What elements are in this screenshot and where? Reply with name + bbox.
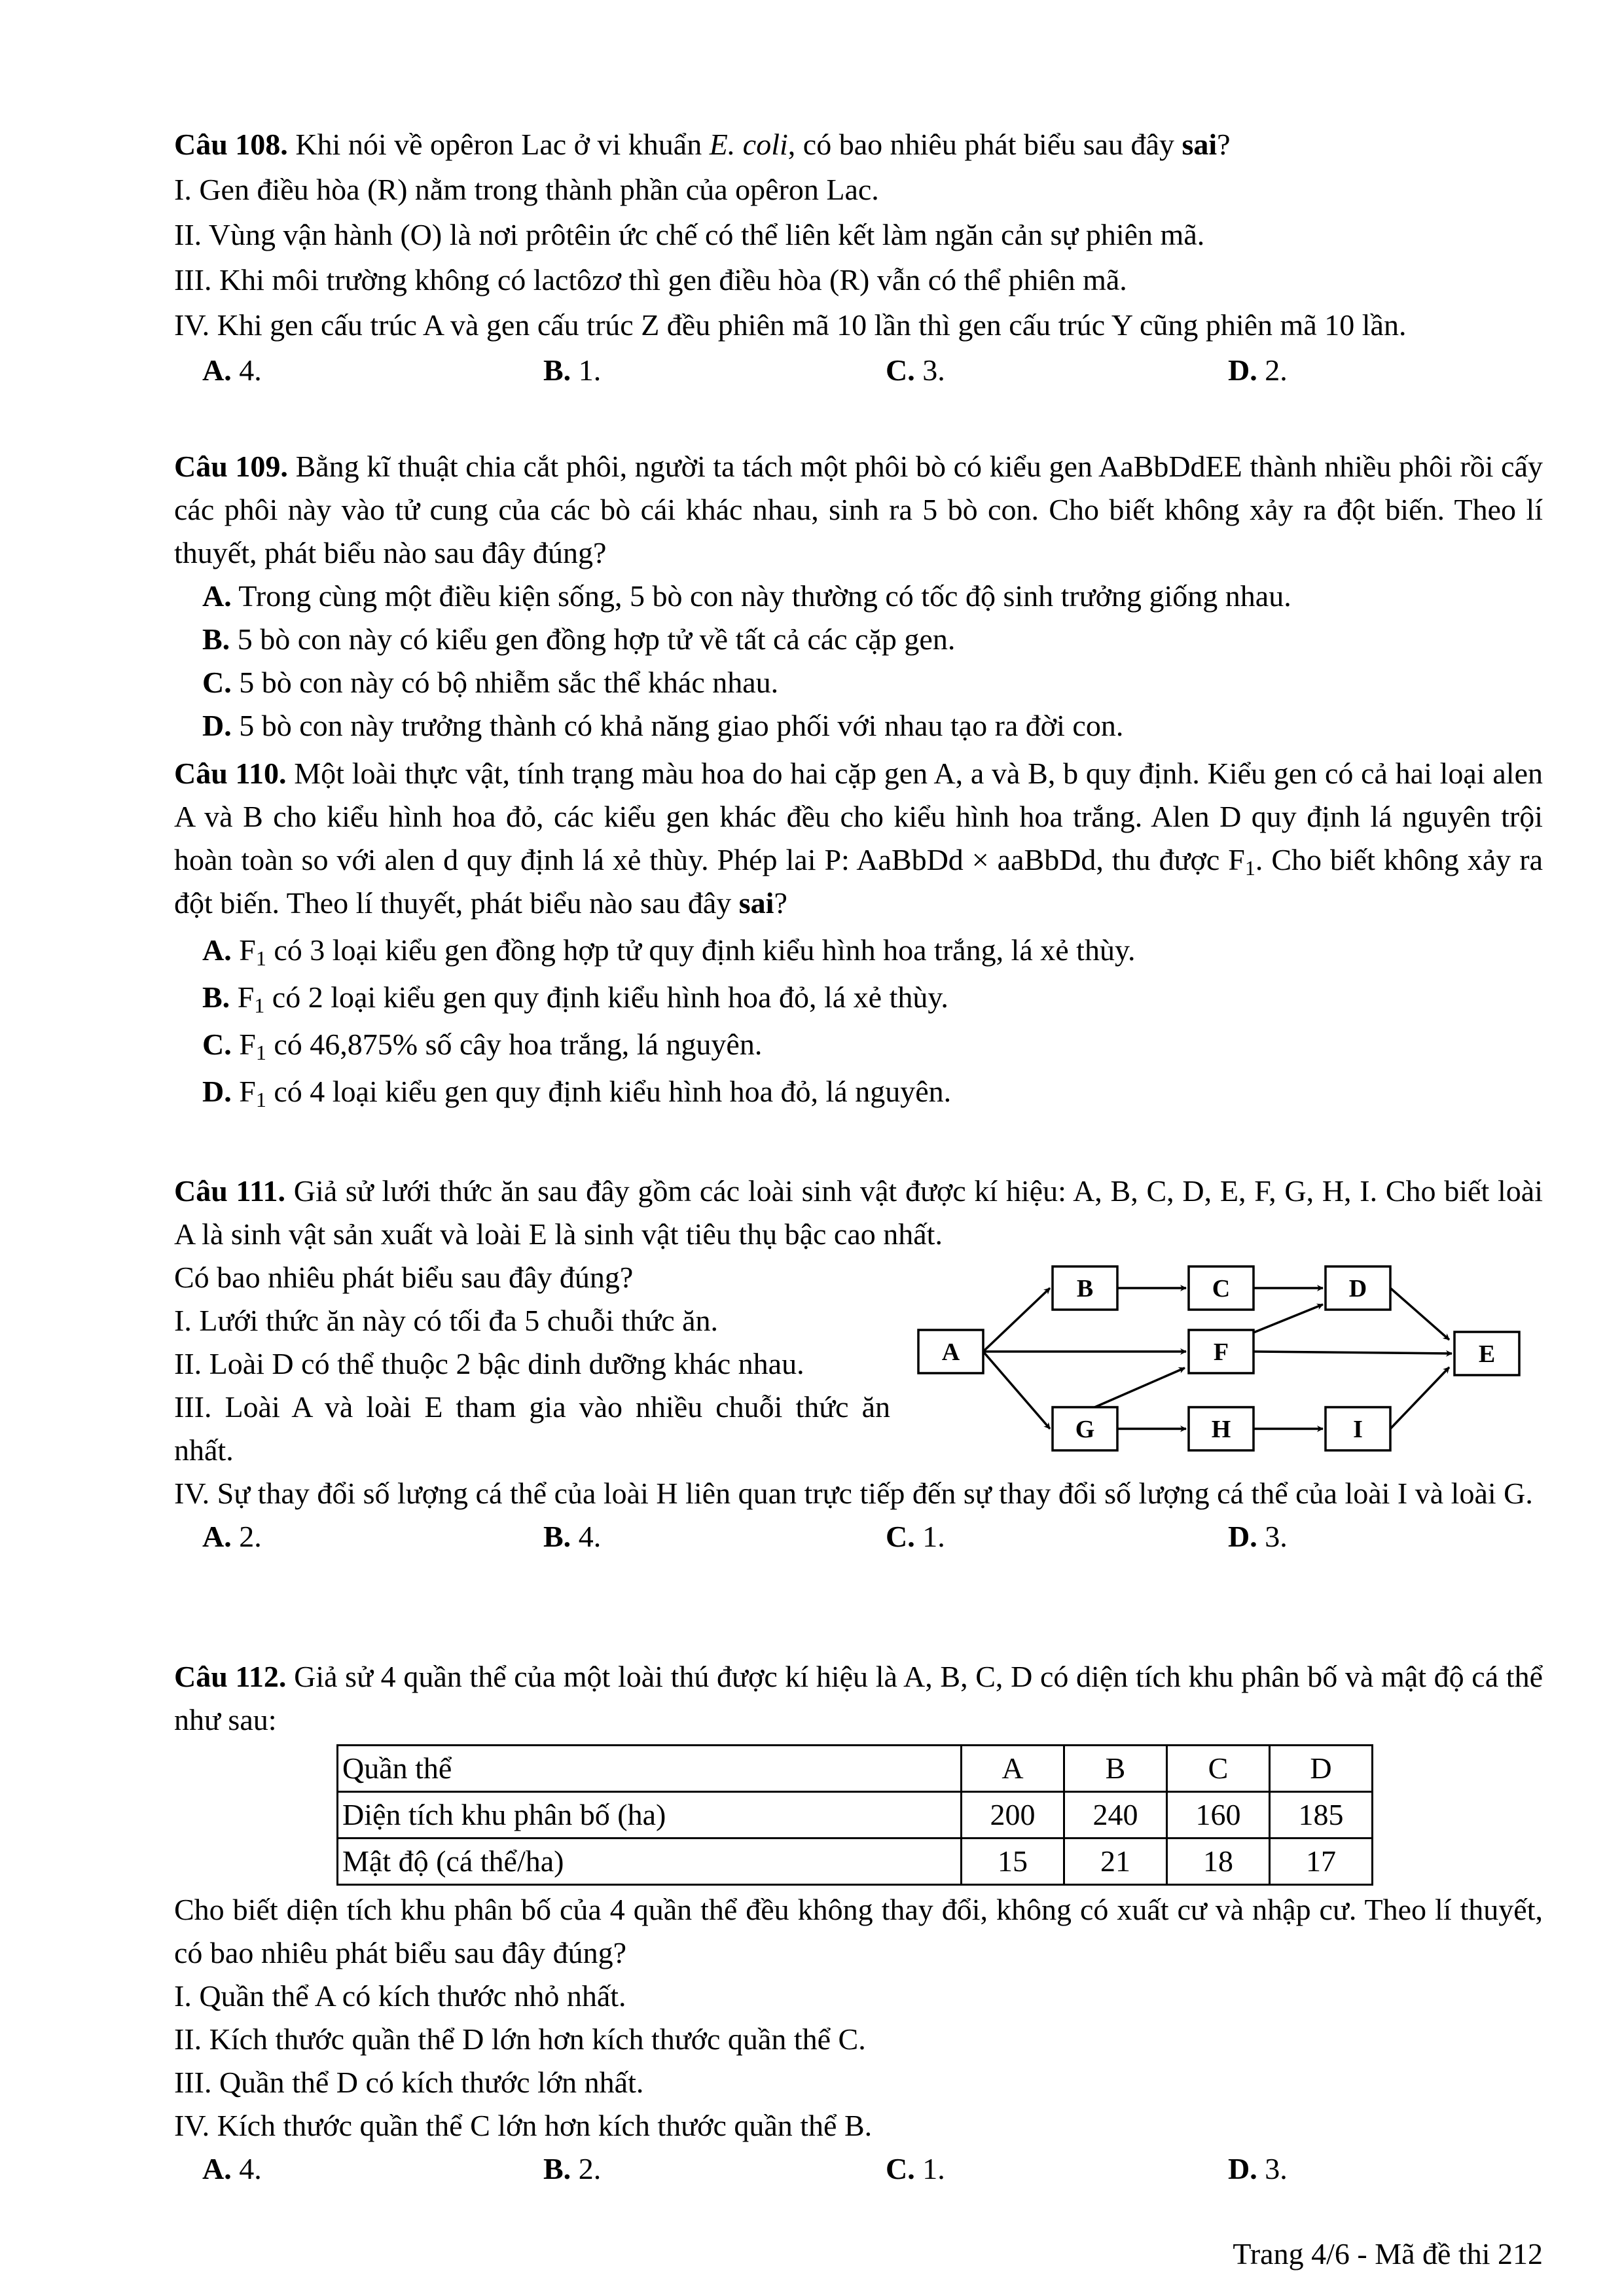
option-f: F xyxy=(230,980,255,1014)
edge-F-D xyxy=(1254,1304,1323,1333)
option-c[interactable] xyxy=(174,1023,1543,1066)
question-stem xyxy=(174,1655,1543,1742)
option-text: 1. xyxy=(571,353,602,387)
table-cell: 200 xyxy=(962,1792,1064,1839)
table-row xyxy=(338,1839,1373,1885)
table-header: Quần thể xyxy=(338,1746,962,1792)
option-text: 3. xyxy=(1257,1520,1288,1553)
stem-text: Một loài thực vật, tính trạng màu hoa do hai cặp gen A, a và B, b quy định. Kiểu gen có cả hai loại alen A và B cho kiểu hình hoa đỏ, các kiểu gen khác đều cho kiểu hình hoa trắng. Alen D quy định lá nguyên trội hoàn toàn so với alen d quy định lá xẻ thùy. Phép lai P: AaBbDd × aaBbDd, thu được F xyxy=(174,757,1543,876)
option-text: 3. xyxy=(914,353,945,387)
option-a[interactable] xyxy=(174,929,1543,972)
question-prompt: Cho biết diện tích khu phân bố của 4 quần thể đều không thay đổi, không có xuất cư và nhập cư. Theo lí thuyết, có bao nhiêu phát biểu sau đây đúng? xyxy=(174,1893,1543,1969)
option-label: B. xyxy=(202,622,230,656)
node-label-I: I xyxy=(1353,1416,1363,1443)
statement: III. Loài A và loài E tham gia vào nhiều chuỗi thức ăn nhất. xyxy=(174,1390,890,1467)
option-f: F xyxy=(231,1028,256,1061)
table-cell: Mật độ (cá thể/ha) xyxy=(338,1839,962,1885)
table-header: B xyxy=(1064,1746,1167,1792)
node-label-F: F xyxy=(1213,1338,1229,1366)
statement: I. Gen điều hòa (R) nằm trong thành phần của opêron Lac. xyxy=(174,173,879,206)
answer-options xyxy=(174,2147,1543,2191)
statement: III. Khi môi trường không có lactôzơ thì gen điều hòa (R) vẫn có thể phiên mã. xyxy=(174,263,1127,296)
option-d[interactable] xyxy=(1228,348,1288,393)
option-b[interactable] xyxy=(543,1515,601,1558)
subscript: 1 xyxy=(1244,856,1255,880)
question-number: Câu 108. xyxy=(174,128,288,161)
wrapped-column xyxy=(174,1256,890,1472)
option-b[interactable] xyxy=(543,2147,601,2191)
statement: II. Kích thước quần thể D lớn hơn kích thước quần thể C. xyxy=(174,2022,866,2056)
option-label: A. xyxy=(202,933,232,967)
option-label: C. xyxy=(886,2152,915,2185)
option-text: 2. xyxy=(1257,353,1288,387)
subscript: 1 xyxy=(254,994,265,1017)
edge-A-B xyxy=(983,1288,1050,1352)
statement: I. Quần thể A có kích thước nhỏ nhất. xyxy=(174,1979,626,2013)
statement: III. Quần thể D có kích thước lớn nhất. xyxy=(174,2066,644,2099)
question-109 xyxy=(174,445,1543,747)
statement: IV. Kích thước quần thể C lớn hơn kích thước quần thể B. xyxy=(174,2109,873,2142)
option-label: A. xyxy=(202,2152,232,2185)
table-header: D xyxy=(1270,1746,1373,1792)
option-a[interactable] xyxy=(202,1515,262,1558)
option-label: C. xyxy=(202,1028,232,1061)
statement: II. Loài D có thể thuộc 2 bậc dinh dưỡng khác nhau. xyxy=(174,1347,804,1380)
table-header: C xyxy=(1167,1746,1270,1792)
page-footer: Trang 4/6 - Mã đề thi 212 xyxy=(1233,2237,1543,2270)
option-text: 2. xyxy=(571,2152,602,2185)
option-b[interactable] xyxy=(543,348,601,393)
node-label-C: C xyxy=(1212,1275,1231,1302)
answer-options xyxy=(174,1515,1543,1558)
table-cell: 160 xyxy=(1167,1792,1270,1839)
option-text: có 3 loại kiểu gen đồng hợp tử quy định kiểu hình hoa trắng, lá xẻ thùy. xyxy=(266,933,1136,967)
table-cell: 185 xyxy=(1270,1792,1373,1839)
option-text: có 46,875% số cây hoa trắng, lá nguyên. xyxy=(266,1028,763,1061)
option-label: D. xyxy=(202,709,232,742)
stem-text: . Cho biết không xảy ra đột biến. Theo lí thuyết, phát biểu nào sau đây xyxy=(174,843,1543,920)
question-stem xyxy=(174,752,1543,925)
statement: IV. Sự thay đổi số lượng cá thể của loài H liên quan trực tiếp đến sự thay đổi số lượng cá thể của loài I và loài G. xyxy=(174,1477,1533,1510)
option-f: F xyxy=(231,933,256,967)
stem-text: ? xyxy=(1217,128,1231,161)
option-text: Trong cùng một điều kiện sống, 5 bò con này thường có tốc độ sinh trưởng giống nhau. xyxy=(231,579,1291,613)
option-c[interactable] xyxy=(174,661,1543,704)
table-cell: Diện tích khu phân bố (ha) xyxy=(338,1792,962,1839)
table-cell: 17 xyxy=(1270,1839,1373,1885)
option-text: 5 bò con này có bộ nhiễm sắc thể khác nhau. xyxy=(231,666,779,699)
option-label: D. xyxy=(1228,353,1257,387)
question-108 xyxy=(174,122,1543,391)
question-110 xyxy=(174,752,1543,1113)
option-b[interactable] xyxy=(174,618,1543,661)
statement: II. Vùng vận hành (O) là nơi prôtêin ức chế có thể liên kết làm ngăn cản sự phiên mã. xyxy=(174,218,1205,251)
option-d[interactable] xyxy=(1228,2147,1288,2191)
edge-F-E xyxy=(1254,1352,1452,1354)
option-text: 1. xyxy=(914,2152,945,2185)
option-label: C. xyxy=(202,666,232,699)
option-text: 1. xyxy=(914,1520,945,1553)
stem-bold: sai xyxy=(1182,128,1218,161)
table-cell: 18 xyxy=(1167,1839,1270,1885)
option-text: có 4 loại kiểu gen quy định kiểu hình hoa đỏ, lá nguyên. xyxy=(266,1075,952,1108)
subscript: 1 xyxy=(255,1041,266,1064)
option-text: 2. xyxy=(231,1520,262,1553)
stem-text: Khi nói về opêron Lac ở vi khuẩn xyxy=(287,128,710,161)
statement: I. Lưới thức ăn này có tối đa 5 chuỗi thức ăn. xyxy=(174,1304,719,1337)
option-label: B. xyxy=(543,2152,571,2185)
option-text: 4. xyxy=(571,1520,602,1553)
stem-text: Giả sử 4 quần thể của một loài thú được kí hiệu là A, B, C, D có diện tích khu phân bố và mật độ cá thể như sau: xyxy=(174,1660,1543,1736)
option-text: 5 bò con này trưởng thành có khả năng giao phối với nhau tạo ra đời con. xyxy=(231,709,1124,742)
population-table xyxy=(336,1744,1373,1886)
option-label: A. xyxy=(202,1520,232,1553)
statement: IV. Khi gen cấu trúc A và gen cấu trúc Z đều phiên mã 10 lần thì gen cấu trúc Y cũng phiên mã 10 lần. xyxy=(174,308,1407,342)
question-stem xyxy=(174,445,1543,575)
stem-italic: E. coli xyxy=(709,128,788,161)
option-text: 4. xyxy=(231,2152,262,2185)
option-a[interactable] xyxy=(174,575,1543,618)
table-header: A xyxy=(962,1746,1064,1792)
stem-text: Bằng kĩ thuật chia cắt phôi, người ta tách một phôi bò có kiểu gen AaBbDdEE thành nhiều phôi rồi cấy các phôi này vào tử cung của các bò cái khác nhau, sinh ra 5 bò con. Cho biết không xảy ra đột biến. Theo lí thuyết, phát biểu nào sau đây đúng? xyxy=(174,450,1543,569)
question-stem xyxy=(174,122,1543,167)
question-number: Câu 109. xyxy=(174,450,288,483)
option-label: B. xyxy=(202,980,230,1014)
option-c[interactable] xyxy=(886,2147,945,2191)
option-label: C. xyxy=(886,1520,915,1553)
option-a[interactable] xyxy=(202,2147,262,2191)
table-cell: 15 xyxy=(962,1839,1064,1885)
option-b[interactable] xyxy=(174,976,1543,1019)
edge-A-G xyxy=(983,1352,1050,1429)
option-d[interactable] xyxy=(174,1070,1543,1113)
stem-text: Giả sử lưới thức ăn sau đây gồm các loài sinh vật được kí hiệu: A, B, C, D, E, F, G, H, I. Cho biết loài A là sinh vật sản xuất và loài E là sinh vật tiêu thụ bậc cao nhất. xyxy=(174,1174,1543,1251)
option-label: C. xyxy=(886,353,915,387)
question-prompt: Có bao nhiêu phát biểu sau đây đúng? xyxy=(174,1261,634,1294)
option-text: 5 bò con này có kiểu gen đồng hợp tử về tất cả các cặp gen. xyxy=(230,622,956,656)
node-label-H: H xyxy=(1211,1416,1231,1443)
question-number: Câu 110. xyxy=(174,757,287,790)
question-stem xyxy=(174,1170,1543,1256)
option-d[interactable] xyxy=(174,704,1543,747)
option-label: B. xyxy=(543,1520,571,1553)
option-text: 4. xyxy=(231,353,262,387)
option-text: có 2 loại kiểu gen quy định kiểu hình hoa đỏ, lá xẻ thùy. xyxy=(264,980,948,1014)
option-f: F xyxy=(231,1075,256,1108)
node-label-A: A xyxy=(941,1338,960,1366)
subscript: 1 xyxy=(255,946,266,970)
question-number: Câu 112. xyxy=(174,1660,287,1693)
edge-G-F xyxy=(1095,1368,1185,1407)
node-label-B: B xyxy=(1076,1275,1094,1302)
option-label: A. xyxy=(202,579,232,613)
food-web-diagram xyxy=(910,1253,1532,1463)
stem-text: ? xyxy=(774,886,787,920)
option-c[interactable] xyxy=(886,1515,945,1558)
option-label: B. xyxy=(543,353,571,387)
node-label-D: D xyxy=(1348,1275,1367,1302)
subscript: 1 xyxy=(255,1088,266,1111)
node-label-G: G xyxy=(1075,1416,1095,1443)
node-label-E: E xyxy=(1478,1340,1496,1368)
table-cell: 21 xyxy=(1064,1839,1167,1885)
option-d[interactable] xyxy=(1228,1515,1288,1558)
question-number: Câu 111. xyxy=(174,1174,285,1208)
option-label: D. xyxy=(1228,1520,1257,1553)
stem-bold: sai xyxy=(738,886,774,920)
option-text: 3. xyxy=(1257,2152,1288,2185)
table-row xyxy=(338,1792,1373,1839)
option-a[interactable] xyxy=(202,348,262,393)
option-label: A. xyxy=(202,353,232,387)
question-112 xyxy=(174,1655,1543,2191)
option-c[interactable] xyxy=(886,348,945,393)
edge-D-E xyxy=(1390,1288,1449,1340)
edge-I-E xyxy=(1390,1367,1449,1429)
stem-text: , có bao nhiêu phát biểu sau đây xyxy=(787,128,1182,161)
answer-options xyxy=(174,348,1543,391)
table-cell: 240 xyxy=(1064,1792,1167,1839)
table-header-row xyxy=(338,1746,1373,1792)
option-label: D. xyxy=(1228,2152,1257,2185)
option-label: D. xyxy=(202,1075,232,1108)
